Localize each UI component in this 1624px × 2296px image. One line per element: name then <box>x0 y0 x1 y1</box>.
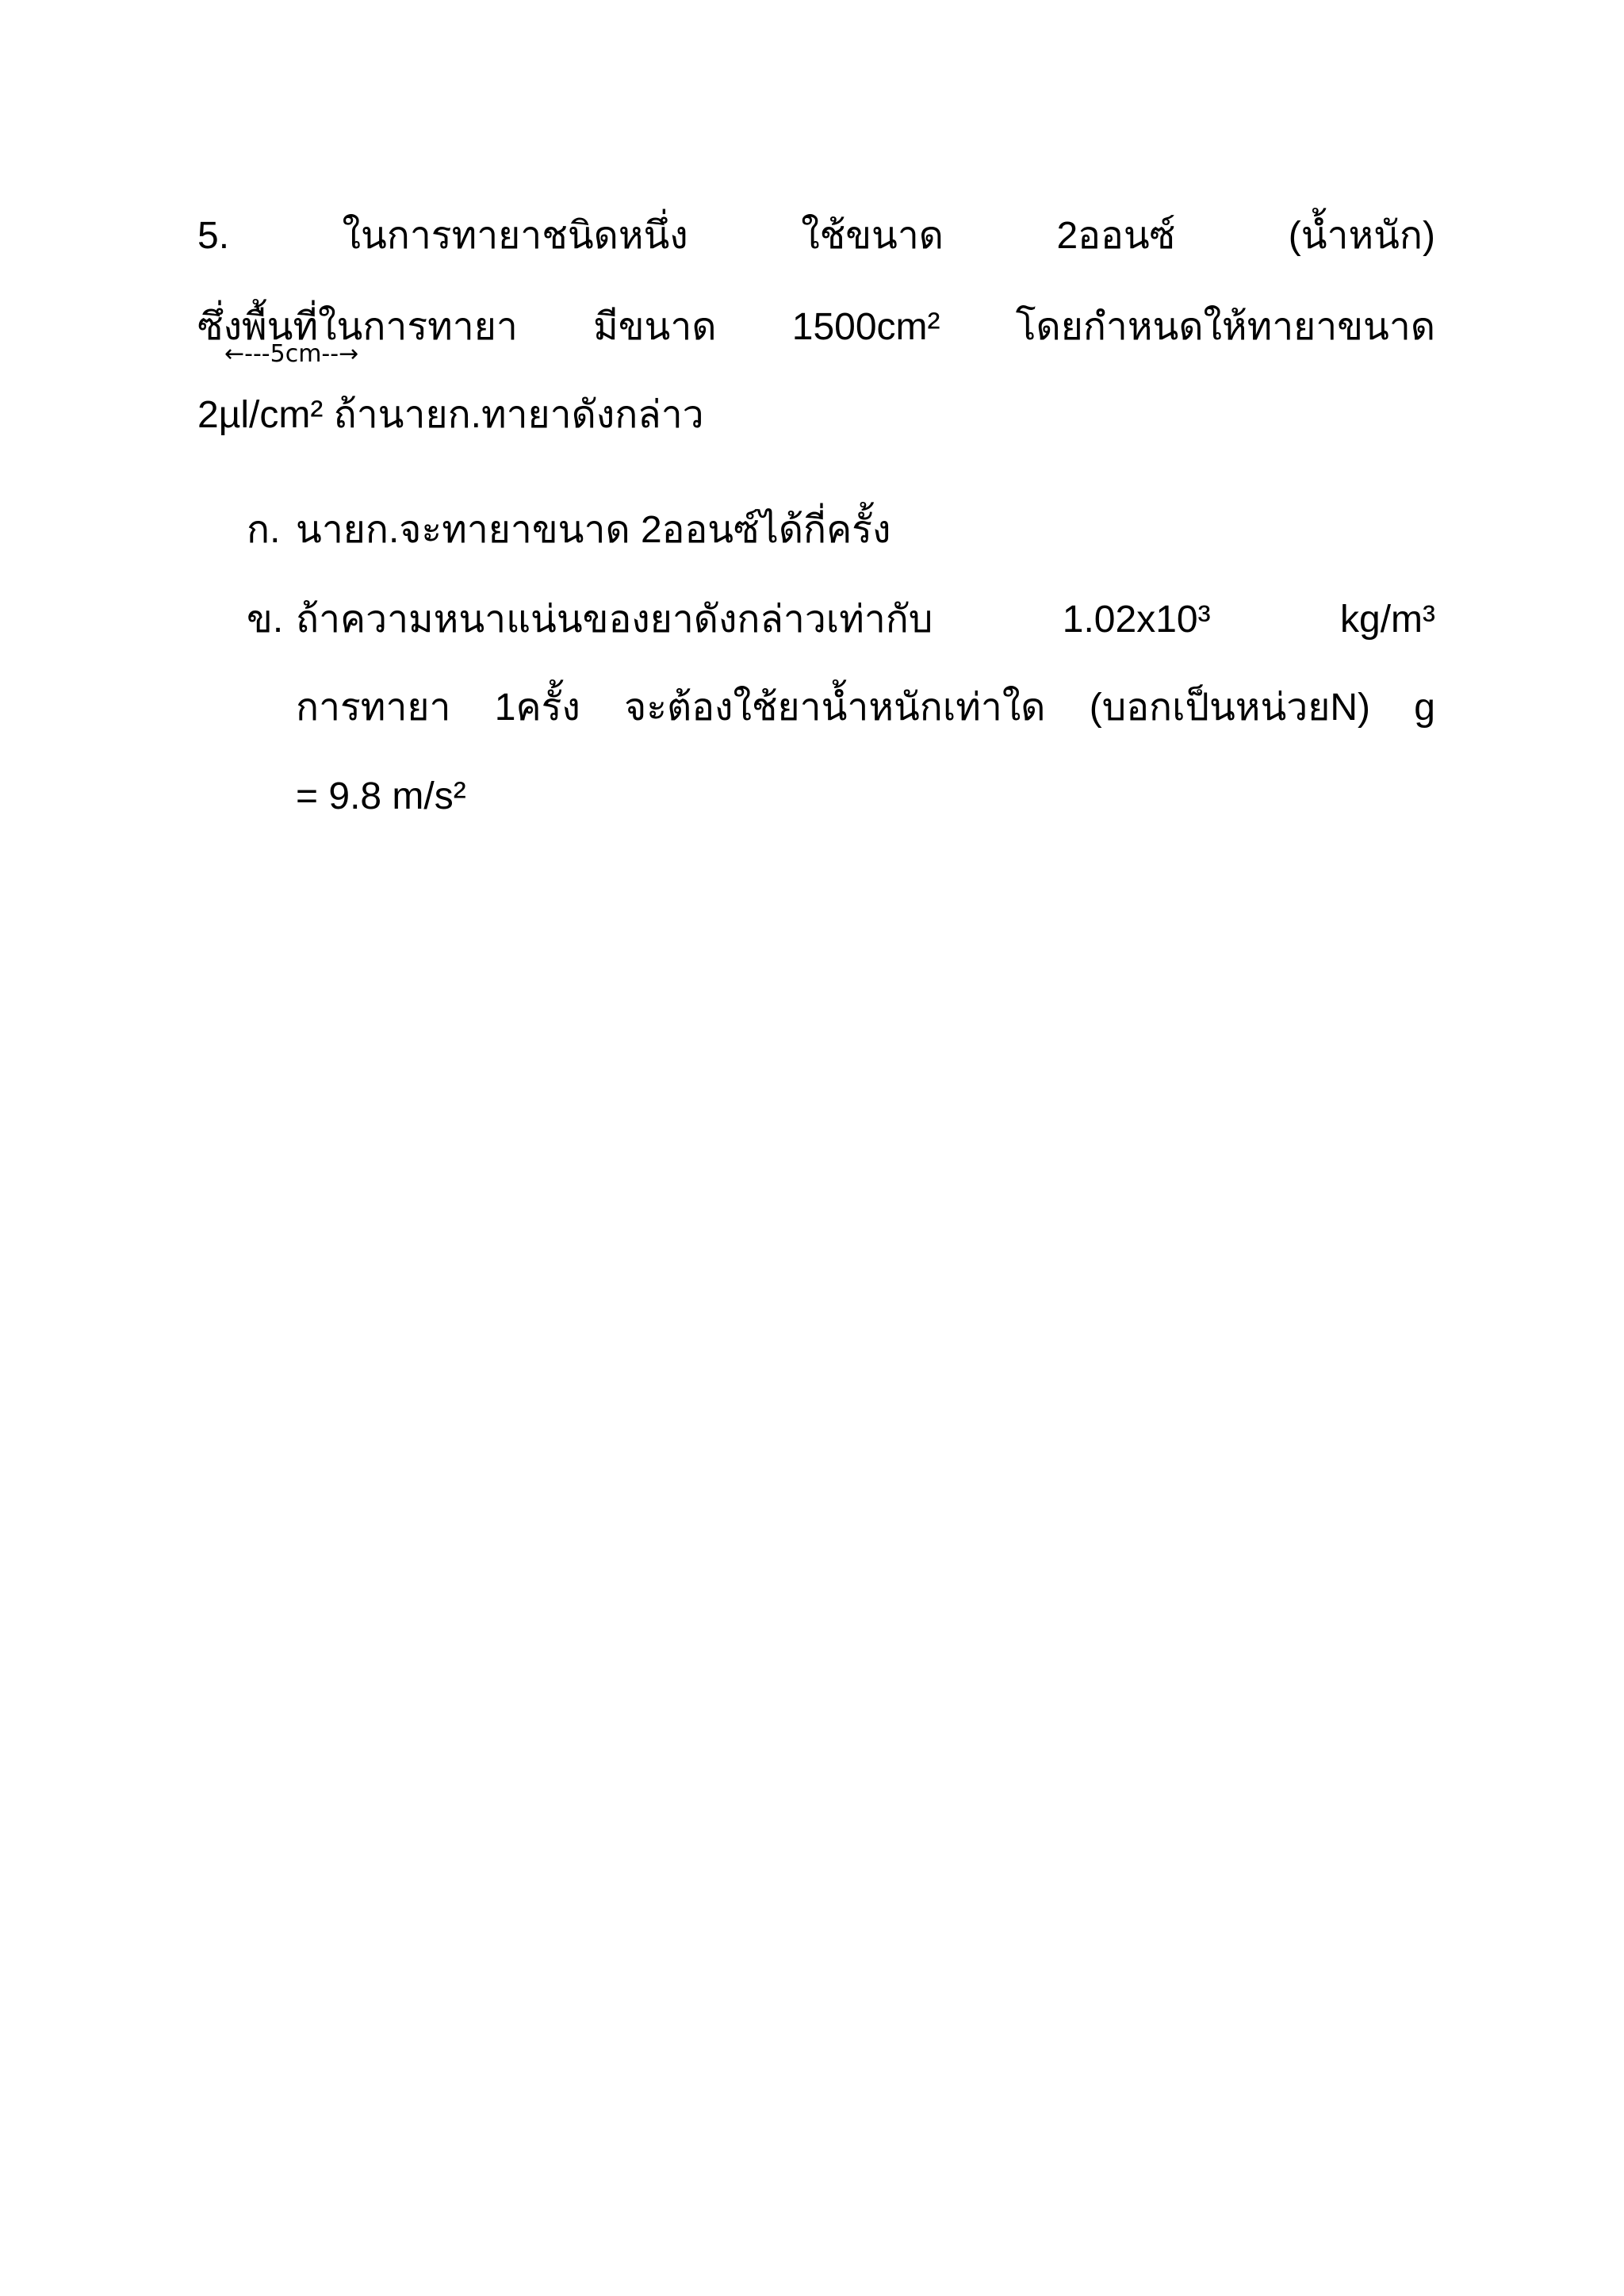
part-b-text-word: 1.02x10³ <box>1062 599 1211 641</box>
part-b-text-word: (บอกเป็นหน่วยN) <box>1089 687 1370 729</box>
part-b-line-3: = 9.8 m/s² <box>296 775 466 817</box>
part-b-line-2 <box>296 684 1435 732</box>
part-b-text-word: kg/m³ <box>1340 599 1435 641</box>
question-line-1 <box>197 212 1435 260</box>
part-b-line-1 <box>296 596 1435 644</box>
question-text-word: โดยกำหนดให้ทายาขนาด <box>1015 306 1435 348</box>
question-text-word: (น้ำหนัก) <box>1288 215 1435 257</box>
part-b-marker: ข. <box>247 599 284 641</box>
measurement-annotation: ←---5cm--→ <box>224 340 359 368</box>
question-text-word: ใช้ขนาด <box>801 215 944 257</box>
part-a-text: นายก.จะทายาขนาด 2ออนซ์ได้กี่ครั้ง <box>296 509 891 551</box>
part-a-marker: ก. <box>247 509 281 551</box>
part-b-text-word: 1ครั้ง <box>494 687 580 729</box>
part-b-text-word: การทายา <box>296 687 451 729</box>
part-b-text-word: g <box>1414 687 1435 729</box>
question-text-word: มีขนาด <box>593 306 717 348</box>
question-text-word: ซึ่งพื้นที่ในการทายา <box>197 306 518 348</box>
question-number: 5. <box>197 215 230 257</box>
part-b-text-word: ถ้าความหนาแน่นของยาดังกล่าวเท่ากับ <box>296 599 933 641</box>
question-text-word: ในการทายาชนิดหนึ่ง <box>342 215 688 257</box>
question-text-word: 2ออนซ์ <box>1056 215 1176 257</box>
question-line-2 <box>197 304 1435 351</box>
part-b-text-word: จะต้องใช้ยาน้ำหนักเท่าใด <box>624 687 1046 729</box>
question-line-3: 2µl/cm² ถ้านายก.ทายาดังกล่าว <box>197 394 704 436</box>
question-text-word: 1500cm² <box>791 306 940 348</box>
